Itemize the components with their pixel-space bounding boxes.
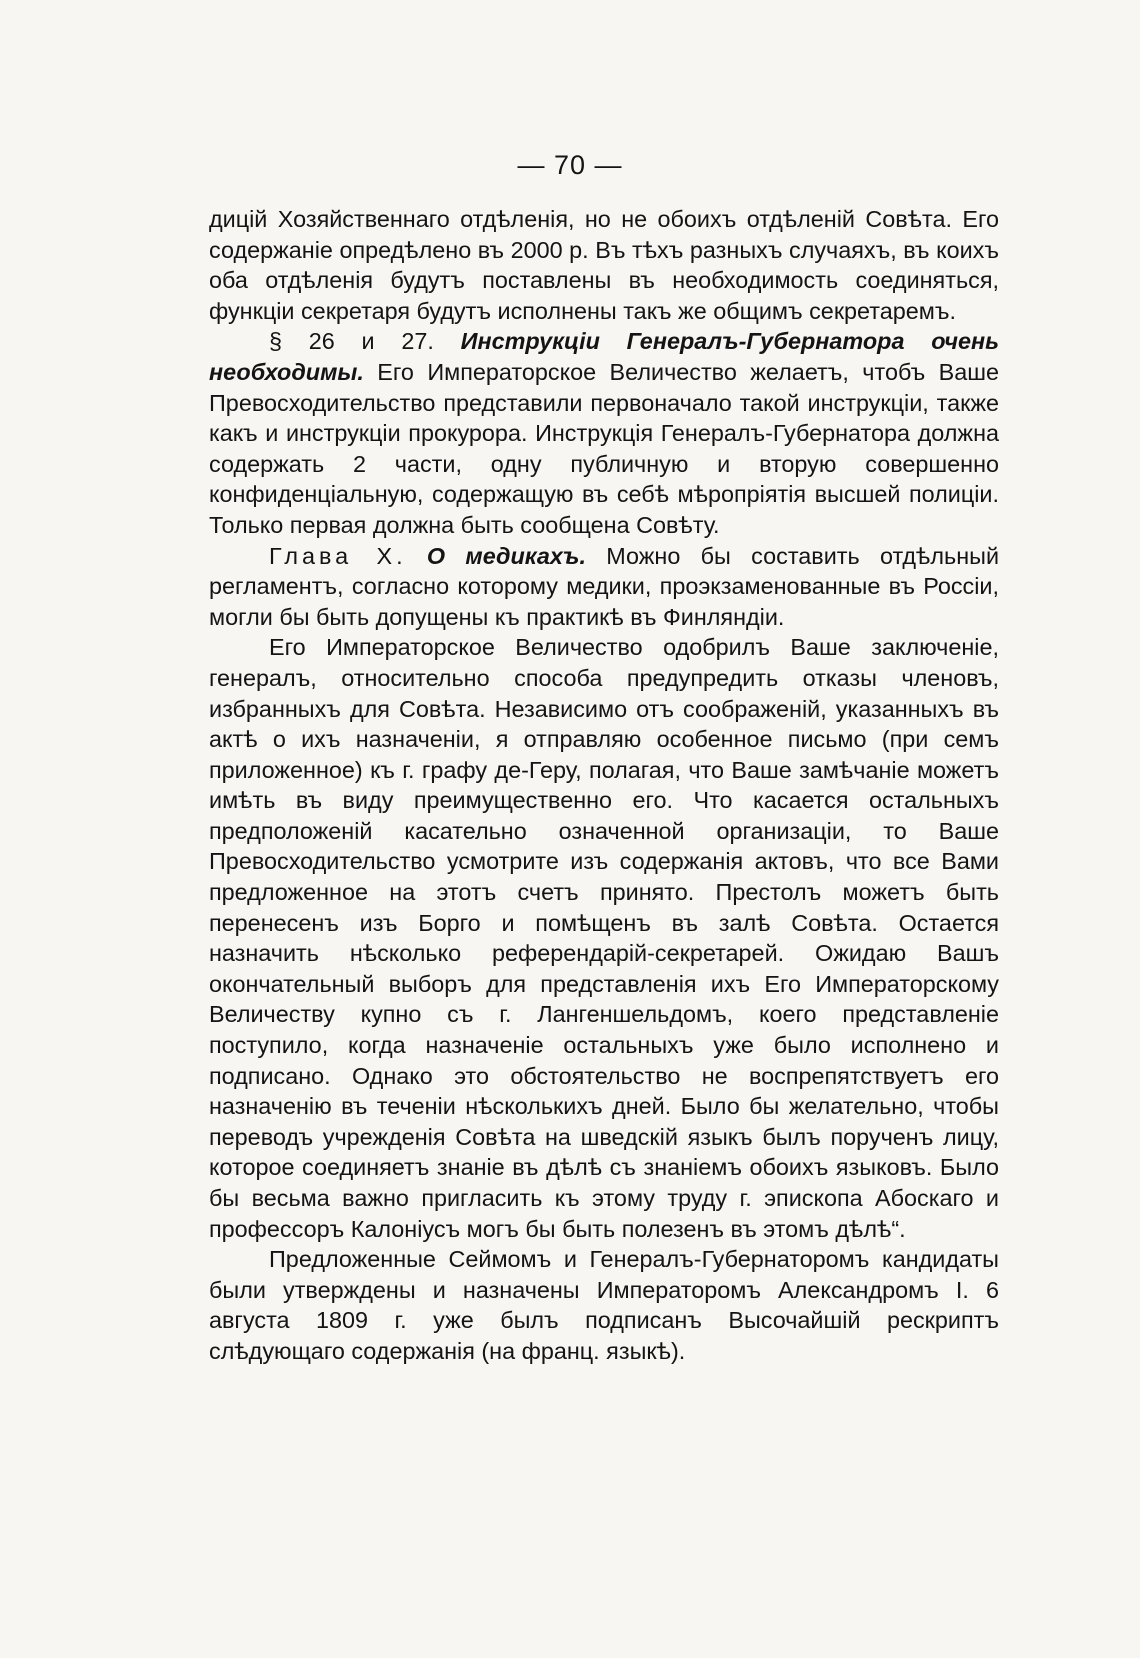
paragraph-2-text: Его Императорское Величество желаетъ, чтобъ Ваше Превосходительство представили первоначало такой инструкціи, также какъ и инструкціи прокурора. Инструкція Генералъ-Губернатора должна содержать 2 части, одну публичную и вторую совершенно конфиденціальную, содержащую въ себѣ мѣропріятія высшей полиціи. Только первая должна быть сообщена Совѣту. [209,358,1000,538]
paragraph-5-text: Предложенные Сеймомъ и Генералъ-Губернаторомъ кандидаты были утверждены и назначены Императоромъ Александромъ I. 6 августа 1809 г. уже былъ подписанъ Высочайшій рескриптъ слѣдующаго содержанія (на франц. языкѣ). [209,1246,999,1364]
paragraph-3-heading: О медикахъ. [426,542,586,569]
paragraph-5 [209,1244,999,1366]
paragraph-3-text: Можно бы составить отдѣльный регламентъ, согласно которому медики, проэкзаменованные въ Россіи, могли бы быть допущены къ практикѣ въ Финляндіи. [209,542,1000,630]
paragraph-4-text: Его Императорское Величество одобрилъ Ваше заключеніе, генералъ, относительно способа предупредить отказы членовъ, избранныхъ для Совѣта. Независимо отъ соображеній, указанныхъ въ актѣ о ихъ назначеніи, я отправляю особенное письмо (при семъ приложенное) къ г. графу де-Геру, полагая, что Ваше замѣчаніе можетъ имѣть въ виду преимущественно его. Что касается остальныхъ предположеній касательно означенной организаціи, то Ваше Превосходительство усмотрите изъ содержанія актовъ, что все Вами предложенное на этотъ счетъ принято. Престолъ можетъ быть перенесенъ изъ Борго и помѣщенъ въ залѣ Совѣта. Остается назначить нѣсколько референдарій-секретарей. Ожидаю Вашъ окончательный выборъ для представленія ихъ Его Императорскому Величеству купно съ г. Лангеншельдомъ, коего представленіе поступило, когда назначеніе остальныхъ уже было исполнено и подписано. Однако это обстоятельство не воспрепятствуетъ его назначенію въ теченіи нѣсколькихъ дней. Было бы желательно, чтобы переводъ учрежденія Совѣта на шведскій языкъ былъ порученъ лицу, которое соединяетъ знаніе въ дѣлѣ съ знаніемъ обоихъ языковъ. Было бы весьма важно пригласить къ этому труду г. эпископа Абоскаго и профессоръ Калоніусъ могъ бы быть полезенъ въ этомъ дѣлѣ“. [209,634,999,1242]
paragraph-2-heading: Инструкціи Генералъ-Губернатора очень необходимы. [209,328,1000,385]
body-text [209,204,999,1367]
paragraph-1 [209,204,999,326]
paragraph-2-lead: § 26 и 27. [269,328,434,355]
paragraph-2 [209,326,999,540]
paragraph-1-text: дицій Хозяйственнаго отдѣленія, но не обоихъ отдѣленій Совѣта. Его содержаніе опредѣлено въ 2000 р. Въ тѣхъ разныхъ случаяхъ, въ коихъ оба отдѣленія будутъ поставлены въ необходимость соединяться, функціи секретаря будутъ исполнены такъ же общимъ секретаремъ. [209,206,999,324]
paragraph-3-lead: Глава X. [269,542,407,569]
paragraph-4 [209,632,999,1244]
page-number: — 70 — [517,150,623,180]
paragraph-3 [209,541,999,633]
